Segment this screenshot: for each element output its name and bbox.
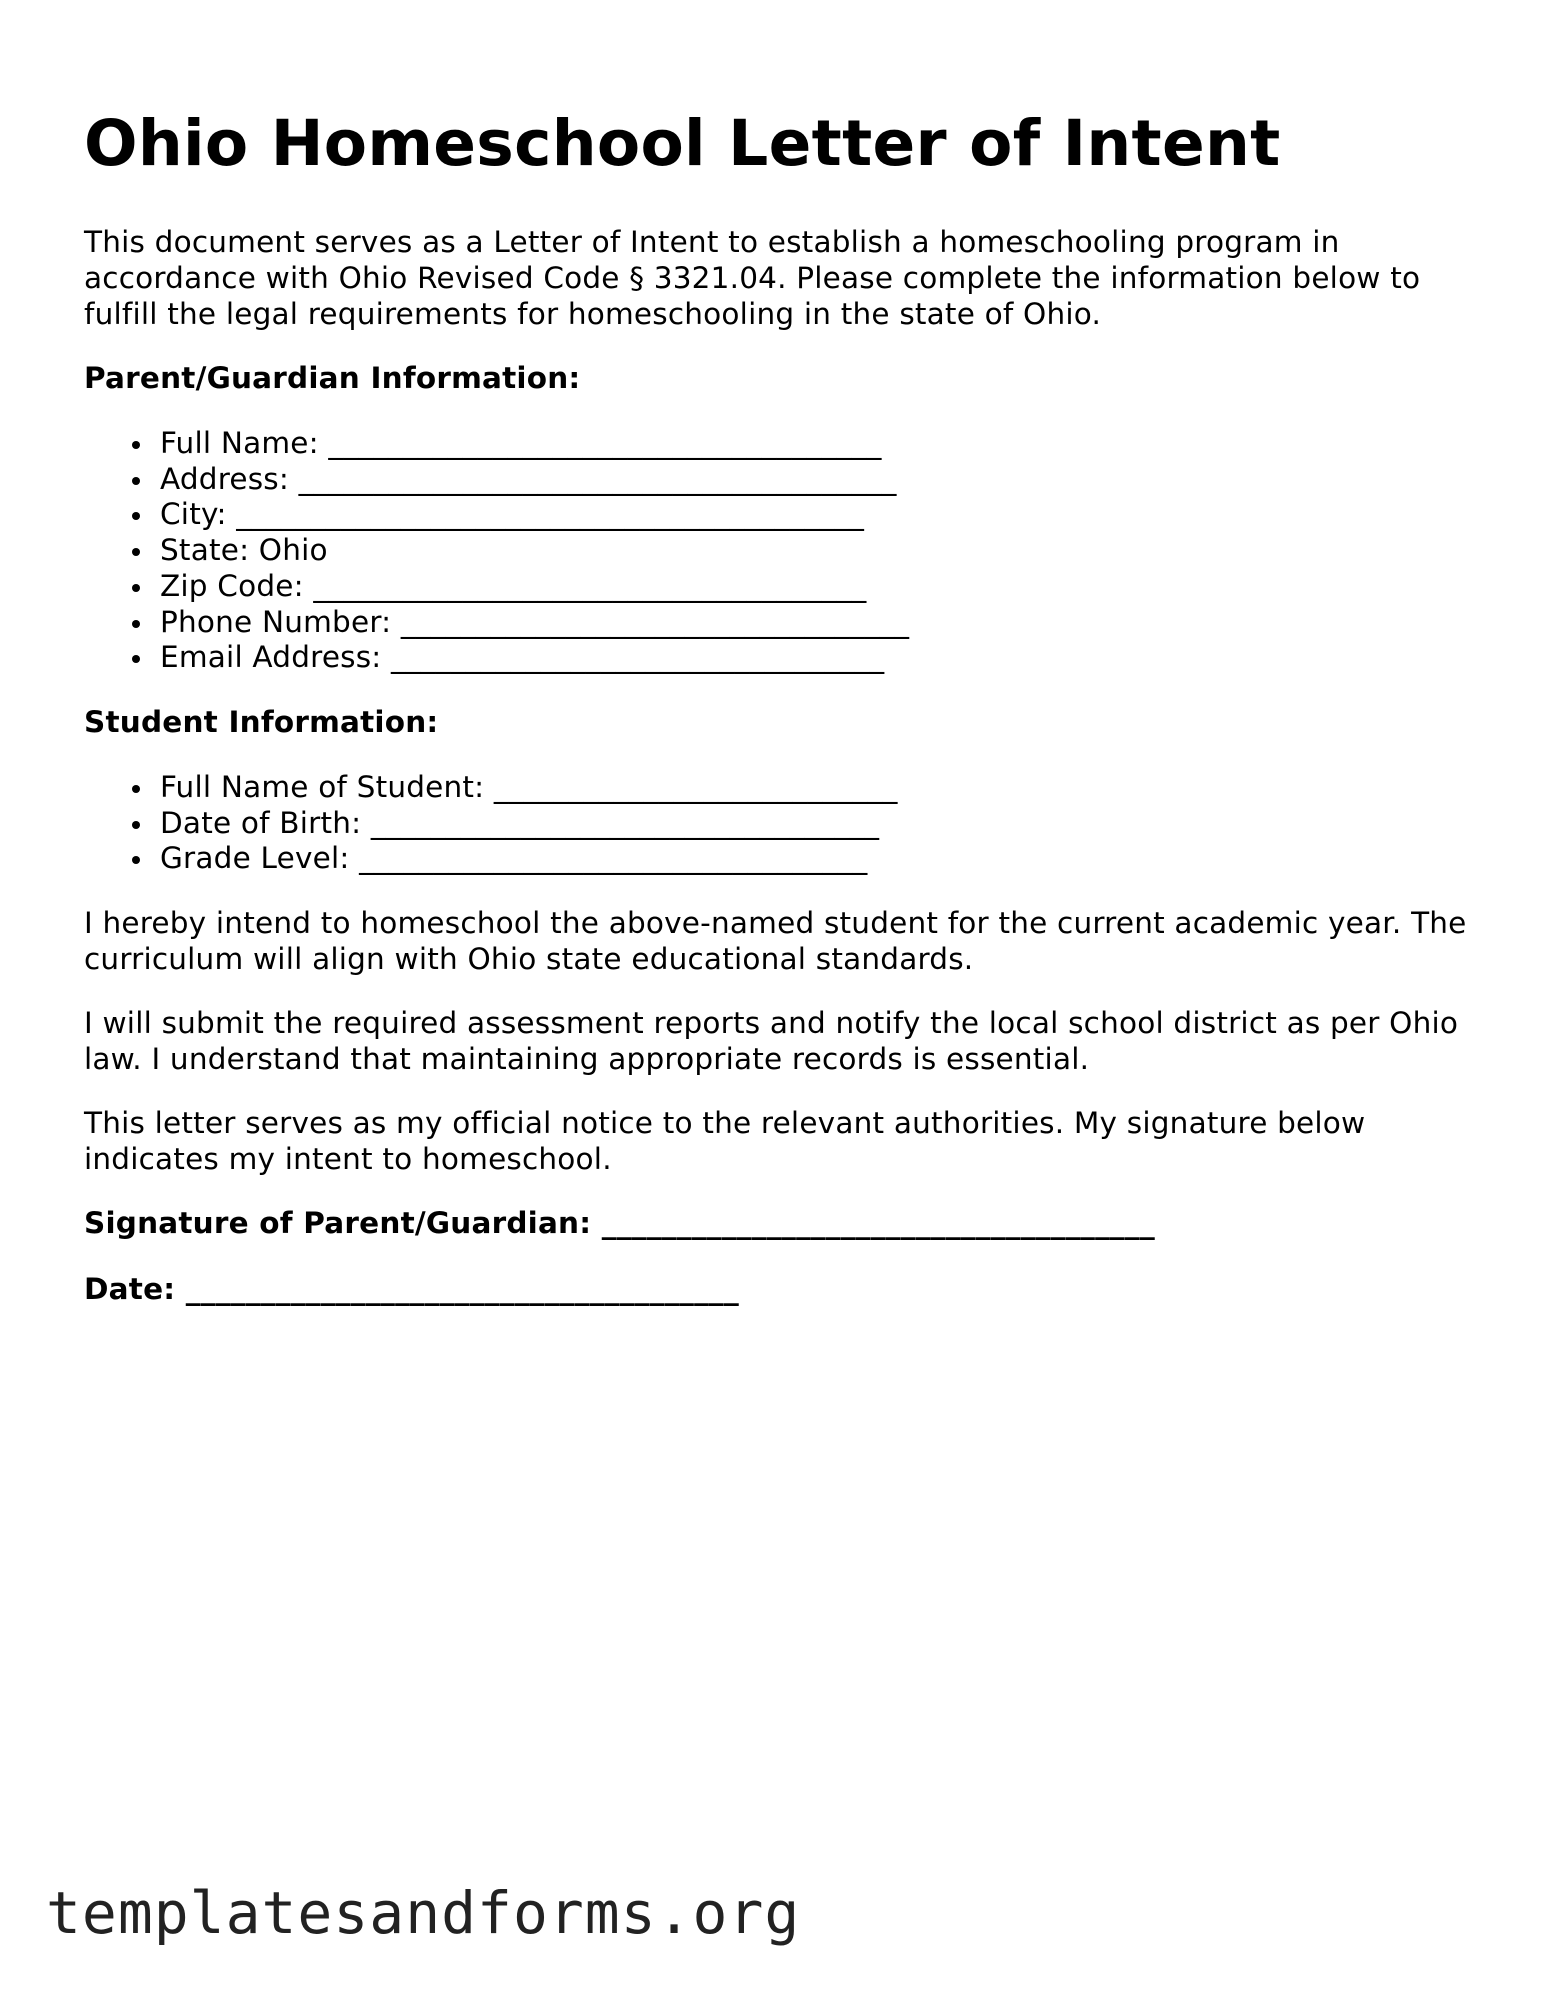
parent-section-heading: Parent/Guardian Information: — [84, 361, 581, 395]
field-label: Phone Number: — [160, 604, 392, 639]
field-label: Email Address: — [160, 640, 382, 675]
document-title: Ohio Homeschool Letter of Intent — [84, 107, 1281, 180]
parent-city-field — [160, 497, 1474, 533]
student-section-heading: Student Information: — [84, 704, 439, 739]
date-field — [84, 1271, 1474, 1307]
field-label: Full Name of Student: — [160, 769, 485, 804]
parent-phone-field — [160, 605, 1474, 641]
intent-paragraph: I hereby intend to homeschool the above-named student for the current academic year. The curriculum will align with Ohio state educational standards. — [84, 906, 1467, 977]
blank-line[interactable]: __________________________________ — [400, 604, 910, 639]
field-label: Full Name: — [160, 426, 319, 460]
student-grade-field — [160, 841, 1474, 877]
field-label: Date of Birth: — [160, 805, 362, 840]
parent-full-name-field — [160, 426, 1474, 462]
intro-paragraph: This document serves as a Letter of Intent to establish a homeschooling program in accordance with Ohio Revised Code § 3321.04. Please complete the information below to fulfill the legal requirements for homeschooling in the state of Ohio. — [84, 225, 1421, 331]
field-label: Address: — [160, 461, 290, 496]
blank-line[interactable]: _____________________________________ — [328, 426, 882, 460]
student-field-list — [84, 770, 1474, 877]
blank-line[interactable]: _____________________________________ — [313, 568, 867, 603]
assessment-paragraph: I will submit the required assessment reports and notify the local school district as per Ohio law. I understand that maintaining appropriate records is essential. — [84, 1006, 1459, 1077]
field-label: Zip Code: — [160, 568, 304, 603]
blank-line[interactable]: ________________________________________ — [298, 461, 897, 496]
student-dob-field — [160, 806, 1474, 842]
parent-field-list — [84, 426, 1474, 676]
field-label: Grade Level: — [160, 841, 350, 876]
notice-paragraph: This letter serves as my official notice to the relevant authorities. My signature below indicates my intent to homeschool. — [84, 1106, 1366, 1177]
document-page — [84, 108, 1474, 1337]
parent-state-field — [160, 533, 1474, 569]
blank-line[interactable]: _________________________________ — [391, 640, 885, 675]
signature-blank[interactable]: _____________________________________ — [601, 1206, 1155, 1241]
blank-line[interactable]: ___________________________ — [493, 769, 898, 804]
watermark: templatesandforms.org — [46, 1879, 801, 1947]
signature-field — [84, 1205, 1474, 1241]
blank-line[interactable]: __________________________________ — [370, 805, 880, 840]
parent-zip-field — [160, 569, 1474, 605]
date-label: Date: — [84, 1272, 176, 1307]
parent-address-field — [160, 462, 1474, 498]
student-full-name-field — [160, 770, 1474, 806]
field-label: City: — [160, 497, 227, 532]
blank-line[interactable]: __________________________________ — [359, 841, 868, 876]
field-label: State: Ohio — [160, 533, 328, 568]
date-blank[interactable]: _____________________________________ — [185, 1272, 739, 1307]
blank-line[interactable]: __________________________________________ — [236, 497, 865, 532]
parent-email-field — [160, 640, 1474, 676]
signature-label: Signature of Parent/Guardian: — [84, 1206, 592, 1241]
